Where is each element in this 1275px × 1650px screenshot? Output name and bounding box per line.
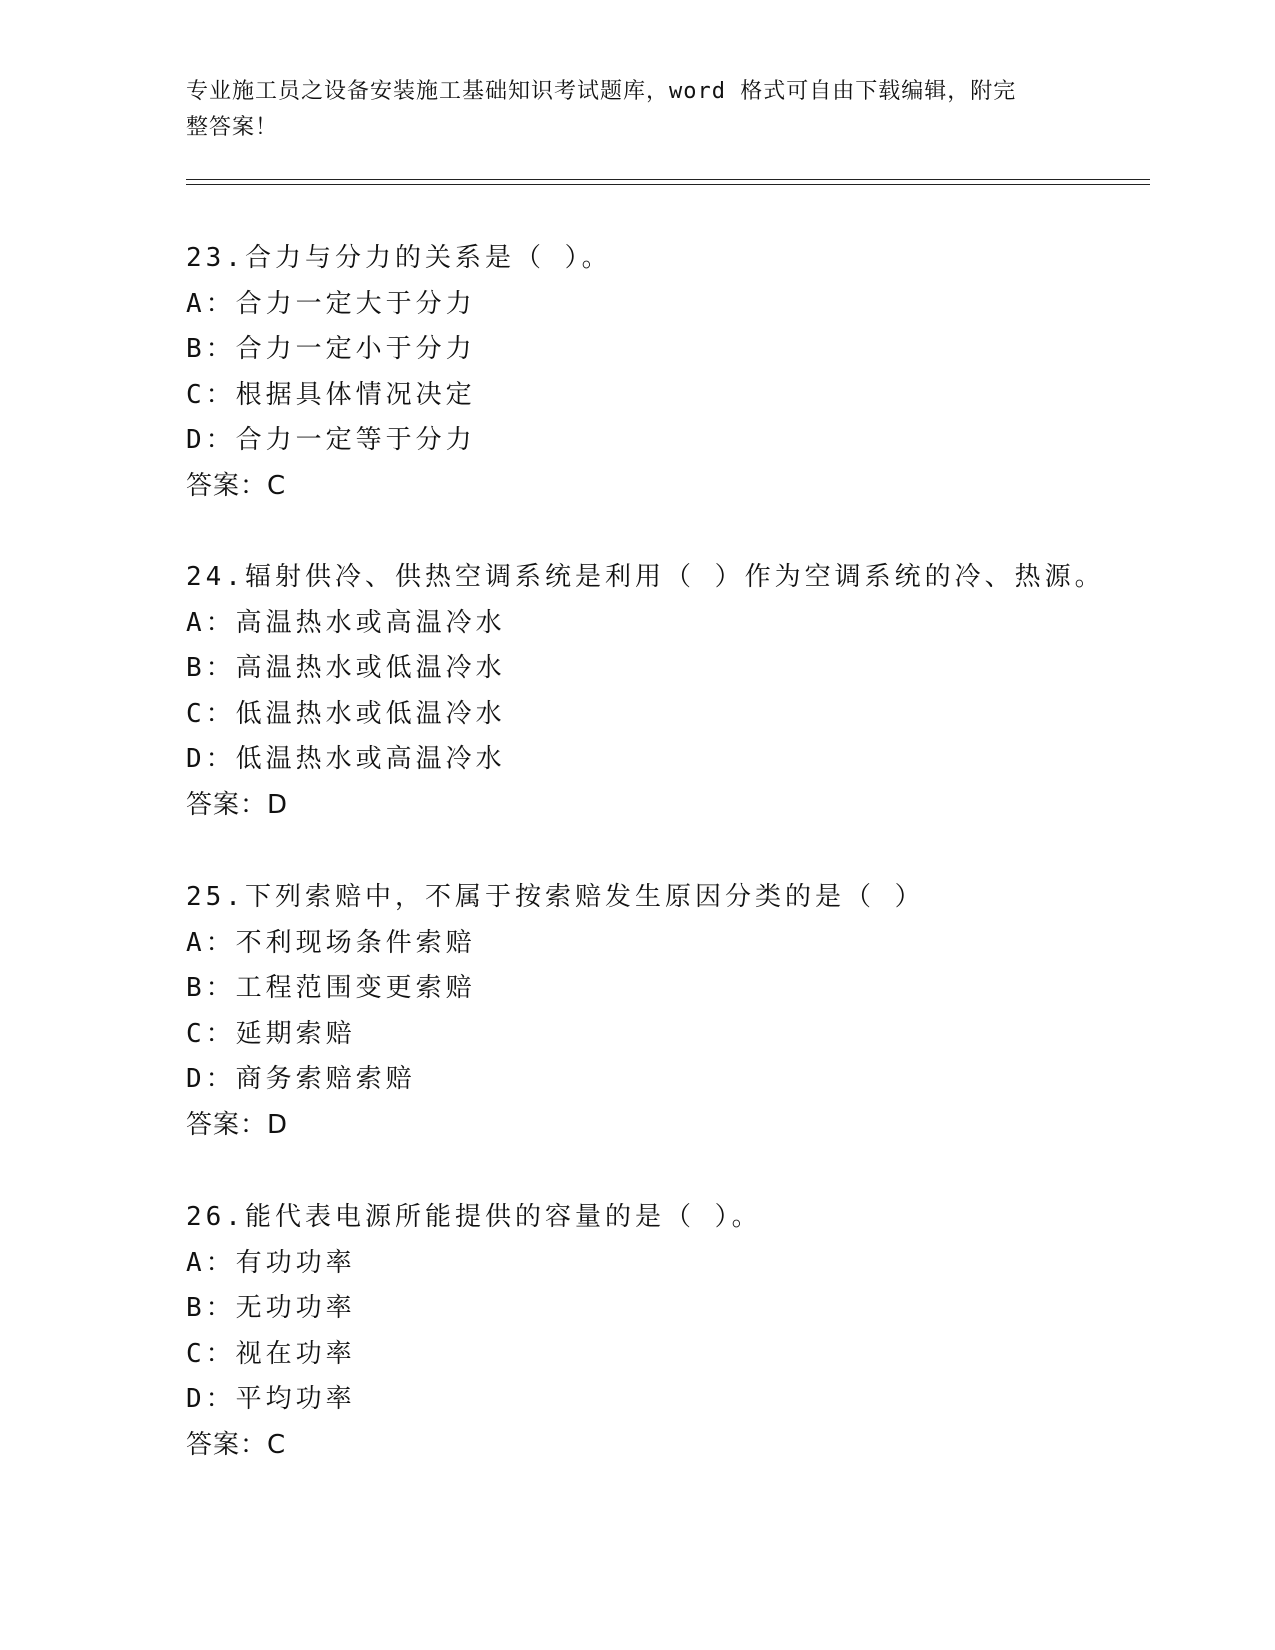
option-b: B：高温热水或低温冷水: [186, 653, 506, 683]
header-divider-bottom: [186, 184, 1150, 185]
question-stem: 24.辐射供冷、供热空调系统是利用（ ）作为空调系统的冷、热源。: [186, 562, 1105, 592]
option-c: C：低温热水或低温冷水: [186, 698, 506, 729]
option-d: D：商务索赔索赔: [186, 1064, 416, 1094]
option-d: D：平均功率: [186, 1384, 356, 1414]
option-c: C：视在功率: [186, 1338, 356, 1369]
document-header: [186, 74, 1066, 146]
question-26: [186, 1195, 1146, 1468]
option-b: B：工程范围变更索赔: [186, 973, 476, 1003]
header-divider-top: [186, 179, 1150, 180]
question-stem: 23.合力与分力的关系是（ ）。: [186, 243, 612, 273]
answer: 答案：C: [186, 1429, 287, 1460]
question-23: [186, 236, 1146, 509]
option-d: D：低温热水或高温冷水: [186, 744, 506, 774]
option-c: C：延期索赔: [186, 1018, 356, 1049]
option-b: B：合力一定小于分力: [186, 334, 476, 364]
answer: 答案：D: [186, 789, 289, 820]
header-line-2: 整答案！: [186, 115, 279, 140]
header-line-1: 专业施工员之设备安装施工基础知识考试题库，word 格式可自由下载编辑，附完: [186, 79, 1017, 104]
question-24: [186, 555, 1146, 828]
option-b: B：无功功率: [186, 1293, 356, 1323]
option-a: A：合力一定大于分力: [186, 288, 476, 319]
option-d: D：合力一定等于分力: [186, 425, 476, 455]
option-a: A：不利现场条件索赔: [186, 927, 476, 958]
option-a: A：有功功率: [186, 1247, 356, 1278]
question-stem: 26.能代表电源所能提供的容量的是（ ）。: [186, 1202, 762, 1232]
question-25: [186, 875, 1146, 1148]
question-stem: 25.下列索赔中，不属于按索赔发生原因分类的是（ ）: [186, 882, 925, 912]
answer: 答案：C: [186, 470, 287, 501]
answer: 答案：D: [186, 1109, 289, 1140]
option-c: C：根据具体情况决定: [186, 379, 476, 410]
option-a: A：高温热水或高温冷水: [186, 607, 506, 638]
